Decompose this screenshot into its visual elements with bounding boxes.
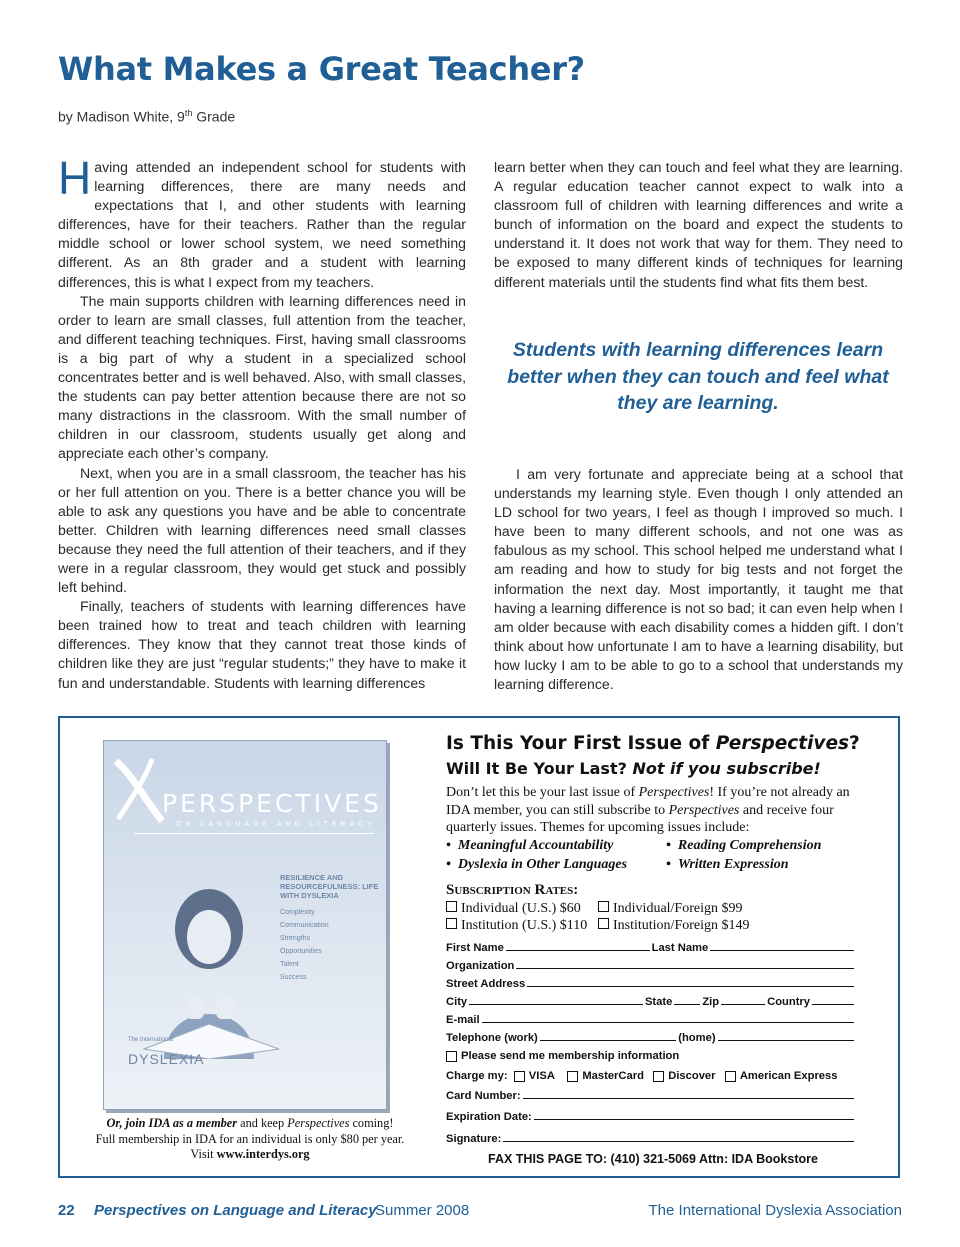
organization-field[interactable] xyxy=(516,967,854,969)
paragraph-1-text: aving attended an independent school for students with learning differences, there are many needs and expectations that I, and other students with learning differences, have for their teachers. Rather than the regular middle school or lower school system, we need something different. As an 8th grader and a student with learning differences, this is what I expect from my teachers. xyxy=(58,159,466,290)
email-row xyxy=(446,1010,856,1026)
card-visa-label: VISA xyxy=(528,1070,555,1082)
card-mastercard-label: MasterCard xyxy=(582,1070,644,1082)
country-field[interactable] xyxy=(812,1003,854,1005)
intro-text: Don’t let this be your last issue of xyxy=(446,785,639,800)
membership-row[interactable] xyxy=(446,1046,856,1062)
cover-logo-caption: The International xyxy=(128,1037,174,1043)
join-publication: Perspectives xyxy=(287,1116,350,1130)
bullet-icon: • xyxy=(446,838,451,853)
telephone-work-field[interactable] xyxy=(540,1039,676,1041)
email-label: E-mail xyxy=(446,1014,480,1026)
checkbox-icon[interactable] xyxy=(446,901,457,912)
page-number: 22 xyxy=(58,1202,75,1219)
state-field[interactable] xyxy=(674,1003,700,1005)
rate-label: Institution (U.S.) $110 xyxy=(461,918,588,933)
checkbox-icon[interactable] xyxy=(598,901,609,912)
bullet-icon: • xyxy=(666,857,671,872)
footer-issue: Summer 2008 xyxy=(375,1202,470,1219)
street-row xyxy=(446,974,856,990)
checkbox-icon[interactable] xyxy=(653,1071,664,1082)
checkbox-icon[interactable] xyxy=(598,918,609,929)
article-title: What Makes a Great Teacher? xyxy=(58,50,585,88)
last-name-field[interactable] xyxy=(710,949,854,951)
cover-toc-item: Complexity xyxy=(280,909,315,916)
theme-item xyxy=(446,838,613,854)
article-column-right-lower xyxy=(494,465,903,694)
reading-girl-photo xyxy=(134,859,284,1059)
charge-row xyxy=(446,1066,856,1082)
country-label: Country xyxy=(767,996,810,1008)
cover-toc-item: Strengths xyxy=(280,935,310,942)
city-field[interactable] xyxy=(469,1003,643,1005)
ida-logo: DYSLEXIA xyxy=(128,1051,205,1067)
last-name-label: Last Name xyxy=(651,942,709,954)
join-text: and keep xyxy=(237,1116,288,1130)
headline-text: Is This Your First Issue of xyxy=(446,733,716,754)
rate-label: Institution/Foreign $149 xyxy=(613,918,750,933)
checkbox-icon[interactable] xyxy=(446,918,457,929)
intro-publication: Perspectives xyxy=(638,785,710,800)
cover-heading: RESILIENCE AND RESOURCEFULNESS: LIFE WITH DYSLEXIA xyxy=(280,873,379,900)
checkbox-icon[interactable] xyxy=(446,1051,457,1062)
city-row xyxy=(446,992,856,1008)
join-ida-note xyxy=(70,1116,430,1163)
street-field[interactable] xyxy=(527,985,854,987)
checkbox-icon[interactable] xyxy=(567,1071,578,1082)
rate-option[interactable] xyxy=(446,901,581,917)
intro-text-3: and receive four quarterly issues. Themes for upcoming issues include: xyxy=(446,802,834,835)
footer-organization: The International Dyslexia Association xyxy=(648,1202,902,1219)
name-row xyxy=(446,938,856,954)
card-number-label: Card Number: xyxy=(446,1090,521,1102)
telephone-home-label: (home) xyxy=(678,1032,716,1044)
drop-cap: H xyxy=(58,152,92,204)
article-column-right xyxy=(494,158,903,292)
zip-field[interactable] xyxy=(721,1003,765,1005)
magazine-cover-image xyxy=(103,740,387,1110)
website-link[interactable]: www.interdys.org xyxy=(216,1147,310,1161)
card-amex-label: American Express xyxy=(739,1070,838,1082)
organization-label: Organization xyxy=(446,960,515,972)
subheadline-cta: Not if you subscribe! xyxy=(632,759,821,778)
street-label: Street Address xyxy=(446,978,526,990)
byline-grade: Grade xyxy=(192,108,236,125)
cover-subtitle: ON LANGUAGE AND LITERACY xyxy=(176,821,376,828)
cover-toc-item: Communication xyxy=(280,922,329,929)
rate-label: Individual (U.S.) $60 xyxy=(461,901,581,916)
cover-title: PERSPECTIVES xyxy=(162,789,382,818)
rate-option[interactable] xyxy=(446,918,587,934)
first-name-label: First Name xyxy=(446,942,504,954)
signature-field[interactable] xyxy=(503,1140,854,1142)
intro-publication-2: Perspectives xyxy=(668,802,740,818)
subscription-box xyxy=(58,716,900,1178)
subscribe-headline xyxy=(446,733,860,754)
theme-item xyxy=(666,838,821,854)
telephone-row xyxy=(446,1028,856,1044)
headline-mark: ? xyxy=(849,733,860,754)
paragraph-3: Next, when you are in a small classroom, the teacher has his or her full attention on you. There is a better chance you will be able to ask any questions you have and be able to concentrate better. Children with learning differences need small classes because they need the full attention of their teachers, and if they were in a regular classroom, they would get stuck and possibly left behind. xyxy=(58,464,466,596)
city-label: City xyxy=(446,996,468,1008)
cover-toc-item: Talent xyxy=(280,961,299,968)
bullet-icon: • xyxy=(666,838,671,853)
visit-label: Visit xyxy=(190,1147,217,1161)
expiration-label: Expiration Date: xyxy=(446,1111,532,1123)
article-column-left xyxy=(58,152,466,693)
rate-option[interactable] xyxy=(598,918,750,934)
telephone-home-field[interactable] xyxy=(718,1039,854,1041)
cover-toc-item: Opportunities xyxy=(280,948,322,955)
rate-option[interactable] xyxy=(598,901,743,917)
theme-label: Reading Comprehension xyxy=(677,838,822,853)
byline-author: by Madison White, 9 xyxy=(58,108,185,125)
organization-row xyxy=(446,956,856,972)
rate-label: Individual/Foreign $99 xyxy=(613,901,743,916)
paragraph-1 xyxy=(58,152,466,292)
headline-publication: Perspectives xyxy=(715,733,850,754)
theme-item xyxy=(666,857,789,873)
expiration-field[interactable] xyxy=(534,1118,854,1120)
subheadline-text: Will It Be Your Last? xyxy=(446,759,633,778)
pull-quote: Students with learning differences learn better when they can touch and feel what they are learning. xyxy=(507,339,889,414)
email-field[interactable] xyxy=(482,1021,854,1023)
byline xyxy=(58,108,235,125)
signature-row xyxy=(446,1129,856,1145)
paragraph-5: I am very fortunate and appreciate being at a school that understands my learning style. Even though I only attended an LD school for two years, I feel as though I improved so much. I have been to many different schools, and not one was as fabulous as my school. This school helped me understand what I am reading and how to study for big tests and not forget the information the next day. Most importantly, it taught me that having a learning difference is not so bad; it can even help when I am older because with each disability comes a hidden gift. I don’t think about how unfortunate I am to have a learning disability, but how lucky I am to be able to go to a school that understands my learning difference. xyxy=(494,466,903,693)
theme-label: Written Expression xyxy=(677,857,789,872)
intro-text-2: ! If you’re not already an IDA member, you can still subscribe to xyxy=(446,785,850,818)
cover-contents xyxy=(280,873,380,984)
theme-label: Dyslexia in Other Languages xyxy=(457,857,628,872)
paragraph-4: Finally, teachers of students with learning differences have been trained how to treat and teach children with learning differences. They know that they cannot treat those kinds of children like they are just “regular students;” they have to make it fun and understandable. Students with learning differences xyxy=(58,598,466,691)
charge-label: Charge my: xyxy=(446,1070,508,1082)
join-link-text: Or, join IDA as a member xyxy=(106,1116,238,1130)
card-number-field[interactable] xyxy=(523,1097,854,1099)
footer-publication: Perspectives on Language and Literacy xyxy=(94,1202,377,1219)
join-text-end: coming! xyxy=(349,1116,394,1130)
subscription-rates-title: Subscription Rates: xyxy=(446,882,579,898)
theme-label: Meaningful Accountability xyxy=(457,838,614,853)
state-label: State xyxy=(644,996,673,1008)
bullet-icon: • xyxy=(446,857,451,872)
signature-label: Signature: xyxy=(446,1133,502,1145)
card-discover-label: Discover xyxy=(668,1070,716,1082)
checkbox-icon[interactable] xyxy=(725,1071,736,1082)
subscribe-subheadline xyxy=(446,759,821,778)
subscribe-intro xyxy=(446,784,876,837)
first-name-field[interactable] xyxy=(506,949,650,951)
card-number-row xyxy=(446,1086,856,1102)
telephone-work-label: Telephone (work) xyxy=(446,1032,538,1044)
checkbox-icon[interactable] xyxy=(514,1071,525,1082)
expiration-row xyxy=(446,1107,856,1123)
cover-rule xyxy=(134,833,374,834)
paragraph-4-continued: learn better when they can touch and feel what they are learning. A regular education teacher cannot expect to walk into a classroom full of children with learning differences and write a bunch of information on the board and expect the students to understand it. It does not work that way for them. They need to be exposed to many different kinds of techniques for learning different materials until the students find what fits them best. xyxy=(494,159,903,290)
fax-instructions: FAX THIS PAGE TO: (410) 321-5069 Attn: IDA Bookstore xyxy=(488,1152,818,1166)
cover-toc-item: Success xyxy=(280,974,307,981)
byline-sup: th xyxy=(184,108,193,118)
zip-label: Zip xyxy=(702,996,720,1008)
membership-price: Full membership in IDA for an individual is only $80 per year. xyxy=(95,1131,405,1146)
membership-label: Please send me membership information xyxy=(461,1050,680,1062)
theme-item xyxy=(446,857,627,873)
paragraph-2: The main supports children with learning differences need in order to learn are small classes, full attention from the teacher, and different teaching techniques. First, having small classrooms is a big part of why a student in a specialized school concentrates better and is well behaved. Also, with small classes, the students can pay better attention because there are not so many distractions in the classroom. With the small number of children in our classroom, students usually get along and appreciate each other’s company. xyxy=(58,292,466,462)
